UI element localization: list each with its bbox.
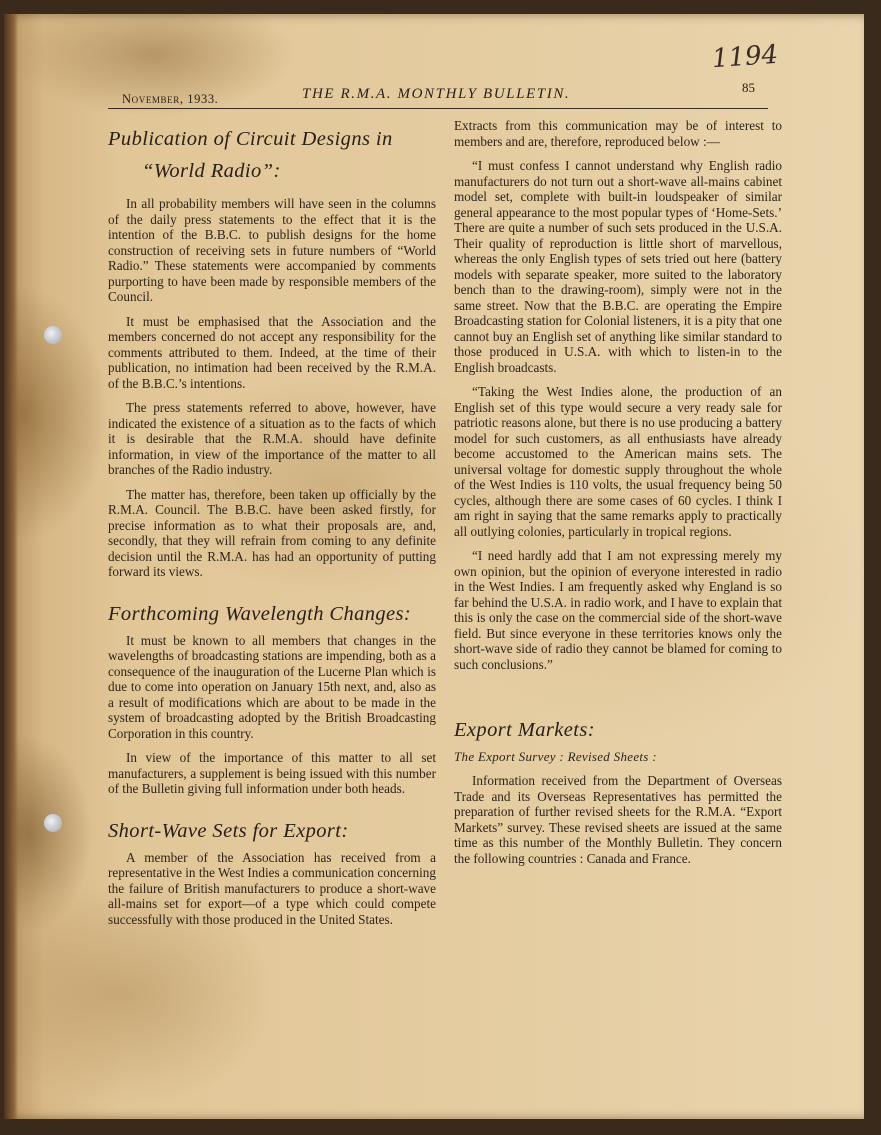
left-column [108, 126, 436, 936]
paragraph-intro: Extracts from this communication may be of interest to members and are, therefore, reproduced below :— [454, 118, 782, 149]
punch-hole [44, 326, 62, 344]
paragraph: In all probability members will have seen in the columns of the daily press statements to the effect that it is the intention of the B.B.C. to publish designs for the home construction of receiving sets in future numbers of “World Radio.” These statements were accompanied by comments purporting to have been made by responsible members of the Council. [108, 196, 436, 304]
punch-hole [44, 814, 62, 832]
section-heading-short-wave-sets: Short-Wave Sets for Export: [108, 819, 349, 842]
heading-line: “World Radio”: [142, 160, 281, 182]
issue-date: November, 1933. [122, 92, 219, 106]
bulletin-title: THE R.M.A. MONTHLY BULLETIN. [302, 86, 571, 102]
heading-line: Publication of Circuit Designs in [108, 128, 393, 150]
paragraph: The matter has, therefore, been taken up officially by the R.M.A. Council. The B.B.C. have been asked firstly, for precise information as to what their proposals are, and, secondly, that they will refrain from coming to any definite decision until the R.M.A. has had an opportunity of putting forward its views. [108, 486, 436, 579]
handwritten-note: 1194 [711, 39, 780, 75]
right-column [454, 118, 782, 875]
page-number: 85 [742, 80, 755, 95]
paragraph: The press statements referred to above, however, have indicated the existence of a situation as to the facts of which it is desirable that the R.M.A. should have definite information, in view of the importance of the matter to all branches of the Radio industry. [108, 400, 436, 477]
paragraph: A member of the Association has received from a representative in the West Indies a communication concerning the failure of British manufacturers to produce a short-wave all-mains set for export—of a type which could compete successfully with those produced in the United States. [108, 849, 436, 927]
paragraph: In view of the importance of this matter to all set manufacturers, a supplement is being issued with this number of the Bulletin giving full information under both heads. [108, 750, 436, 796]
paragraph: It must be known to all members that changes in the wavelengths of broadcasting stations are impending, both as a consequence of the inauguration of the Lucerne Plan which is due to come into operation on January 15th next, and, also as a result of modifications which are about to be made in the system of broadcasting adopted by the British Broadcasting Corporation in this country. [108, 632, 436, 741]
section-heading-wavelength-changes: Forthcoming Wavelength Changes: [108, 602, 412, 625]
paragraph: It must be emphasised that the Association and the members concerned do not accept any responsibility for the comments attributed to them. Indeed, at the time of their publication, no intimation had been received by the R.M.A. of the B.B.C.’s intentions. [108, 313, 436, 391]
page-binding-edge [4, 14, 18, 1119]
quoted-paragraph: “Taking the West Indies alone, the production of an English set of this type would secure a very ready sale for patriotic reasons alone, but there is no use producing a battery model for such customers, as all enthusiasts have already become accustomed to the American mains sets. The universal voltage for domestic supply throughout the whole of the West Indies is 110 volts, the usual frequency being 50 cycles, although there are some cases of 60 cycles. I think I am right in saying that the same remarks apply to practically all outlying colonies, particularly in tropical regions. [454, 384, 782, 539]
paragraph: Information received from the Department of Overseas Trade and its Overseas Representatives has permitted the preparation of further revised sheets for the R.M.A. “Export Markets” survey. These revised sheets are issued at the same time as this number of the Monthly Bulletin. They concern the following countries : Canada and France. [454, 773, 782, 866]
bulletin-page [4, 14, 864, 1119]
section-heading-circuit-designs [108, 126, 436, 184]
section-subheading: The Export Survey : Revised Sheets : [454, 749, 657, 764]
quoted-paragraph: “I need hardly add that I am not expressing merely my own opinion, but the opinion of everyone interested in radio in the West Indies. I am frequently asked why England is so far behind the U.S.A. in radio work, and I have to explain that this is only the case on the commercial side of the short-wave field. But since everyone in these territories knows only the short-wave side of radio they cannot be blamed for coming to such conclusions.” [454, 548, 782, 672]
quoted-paragraph: “I must confess I cannot understand why English radio manufacturers do not turn out a short-wave all-mains cabinet model set, complete with built-in loudspeaker of similar general appearance to the most popular types of ‘Home-Sets.’ There are quite a number of such sets produced in the U.S.A. Their quality of reproduction is little short of marvellous, whereas the only English types of sets tried out here (battery models with separate speaker, more suited to the laboratory bench than to the drawing-room), simply were not in the same street. Now that the B.B.C. are operating the Empire Broadcasting station for Colonial listeners, it is a pity that one cannot buy an English set of anything like similar standard to those produced in U.S.A. with which to listen-in to the English broadcasts. [454, 158, 782, 375]
masthead-rule [108, 108, 768, 109]
section-heading-export-markets: Export Markets: [454, 719, 595, 741]
